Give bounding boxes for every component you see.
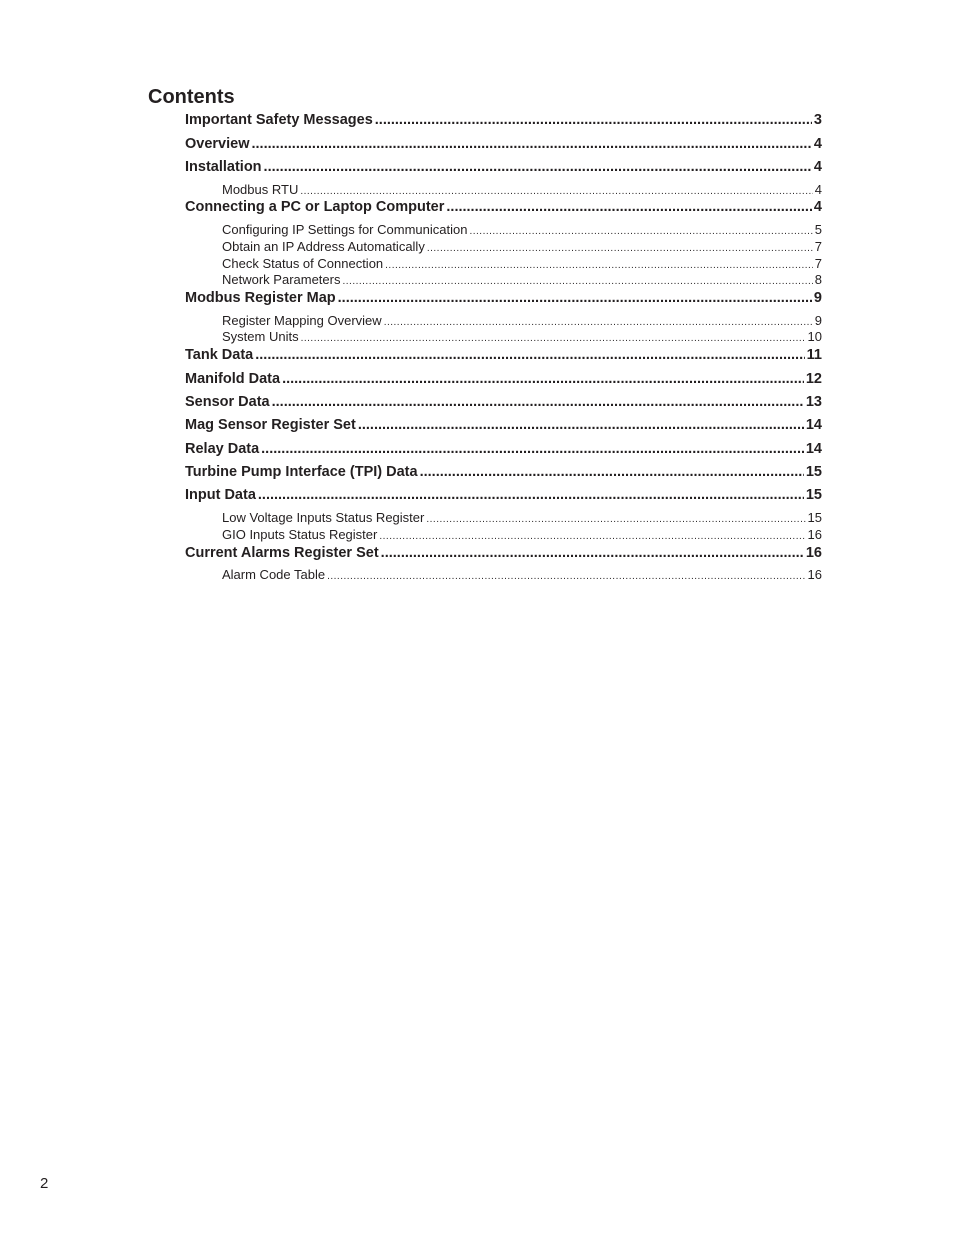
toc-entry-page: 11 — [806, 347, 822, 363]
page-title: Contents — [148, 86, 235, 108]
toc-entry-page: 14 — [805, 417, 822, 433]
toc-subentry[interactable] — [222, 238, 822, 255]
toc-subentry-label: GIO Inputs Status Register — [222, 527, 378, 542]
toc-entry-page: 16 — [805, 545, 822, 561]
toc-leader — [338, 288, 812, 308]
toc-entry[interactable] — [185, 345, 822, 365]
toc-subentry-page: 16 — [807, 567, 822, 582]
toc-entry-page: 4 — [813, 136, 822, 152]
toc-subentry-page: 10 — [807, 329, 822, 344]
toc-entry-label: Connecting a PC or Laptop Computer — [185, 199, 445, 215]
toc-leader — [272, 392, 804, 412]
toc-entry[interactable] — [185, 157, 822, 177]
toc-entry-label: Mag Sensor Register Set — [185, 417, 356, 433]
toc-subentry-label: System Units — [222, 329, 299, 344]
toc-leader — [261, 439, 804, 459]
toc-leader — [379, 528, 805, 543]
toc-subentry[interactable] — [222, 255, 822, 272]
toc-subentry-page: 16 — [807, 527, 822, 542]
toc-entry-label: Sensor Data — [185, 394, 270, 410]
toc-entry[interactable] — [185, 543, 822, 563]
toc-subentry-label: Check Status of Connection — [222, 256, 384, 271]
toc-leader — [358, 415, 804, 435]
toc-leader — [446, 197, 812, 217]
toc-entry-page: 15 — [805, 464, 822, 480]
toc-entry[interactable] — [185, 392, 822, 412]
toc-entry[interactable] — [185, 485, 822, 505]
toc-entry-label: Current Alarms Register Set — [185, 545, 379, 561]
toc-subentry[interactable] — [222, 221, 822, 238]
toc-subentry-label: Obtain an IP Address Automatically — [222, 239, 425, 254]
toc-entry[interactable] — [185, 462, 822, 482]
toc-subentry-page: 5 — [814, 222, 822, 237]
toc-subentry[interactable] — [222, 181, 822, 198]
toc-entry-page: 13 — [805, 394, 822, 410]
toc-leader — [300, 183, 812, 198]
toc-entry-label: Modbus Register Map — [185, 290, 336, 306]
toc-entry-label: Manifold Data — [185, 371, 281, 387]
toc-entry-label: Input Data — [185, 487, 256, 503]
toc-entry-label: Installation — [185, 159, 262, 175]
page-number: 2 — [40, 1175, 49, 1192]
toc-entry[interactable] — [185, 439, 822, 459]
toc-subentry-label: Low Voltage Inputs Status Register — [222, 510, 425, 525]
toc-subentry-page: 9 — [814, 313, 822, 328]
toc-subentry-page: 15 — [807, 510, 822, 525]
toc-leader — [375, 110, 812, 130]
toc-leader — [255, 345, 804, 365]
toc-entry-page: 14 — [805, 441, 822, 457]
toc-subentry[interactable] — [222, 271, 822, 288]
toc-subentry[interactable] — [222, 526, 822, 543]
toc-leader — [420, 462, 804, 482]
toc-subentry-page: 8 — [814, 272, 822, 287]
toc-leader — [384, 314, 813, 329]
toc-subentry-label: Network Parameters — [222, 272, 341, 287]
toc-entry-label: Important Safety Messages — [185, 112, 373, 128]
toc-entry-label: Turbine Pump Interface (TPI) Data — [185, 464, 418, 480]
toc-leader — [301, 330, 806, 345]
toc-subentry[interactable] — [222, 328, 822, 345]
toc-subentry-label: Alarm Code Table — [222, 567, 326, 582]
toc-leader — [327, 568, 805, 583]
toc-entry-page: 15 — [805, 487, 822, 503]
toc-subentry[interactable] — [222, 509, 822, 526]
toc-entry-page: 9 — [813, 290, 822, 306]
toc-subentry-page: 7 — [814, 256, 822, 271]
toc-leader — [264, 157, 812, 177]
toc-subentry-page: 4 — [814, 182, 822, 197]
toc-entry-page: 4 — [813, 159, 822, 175]
toc-entry-page: 3 — [813, 112, 822, 128]
toc-leader — [469, 223, 812, 238]
toc-entry[interactable] — [185, 110, 822, 130]
toc-entry-page: 12 — [805, 371, 822, 387]
toc-leader — [381, 543, 804, 563]
toc-entry-page: 4 — [813, 199, 822, 215]
toc-entry[interactable] — [185, 134, 822, 154]
toc-entry[interactable] — [185, 197, 822, 217]
toc-subentry-label: Configuring IP Settings for Communication — [222, 222, 468, 237]
toc-leader — [342, 273, 812, 288]
toc-subentry-page: 7 — [814, 239, 822, 254]
toc-entry[interactable] — [185, 415, 822, 435]
toc-entry-label: Relay Data — [185, 441, 260, 457]
toc-entry[interactable] — [185, 369, 822, 389]
toc-entry-label: Overview — [185, 136, 250, 152]
toc-entry[interactable] — [185, 288, 822, 308]
toc-leader — [427, 240, 813, 255]
toc-subentry[interactable] — [222, 312, 822, 329]
toc-leader — [258, 485, 804, 505]
toc-leader — [385, 257, 813, 272]
toc-leader — [252, 134, 812, 154]
toc-subentry-label: Register Mapping Overview — [222, 313, 382, 328]
toc-subentry-label: Modbus RTU — [222, 182, 299, 197]
toc-subentry[interactable] — [222, 566, 822, 583]
toc-leader — [282, 369, 804, 389]
toc-leader — [426, 511, 805, 526]
toc-entry-label: Tank Data — [185, 347, 254, 363]
